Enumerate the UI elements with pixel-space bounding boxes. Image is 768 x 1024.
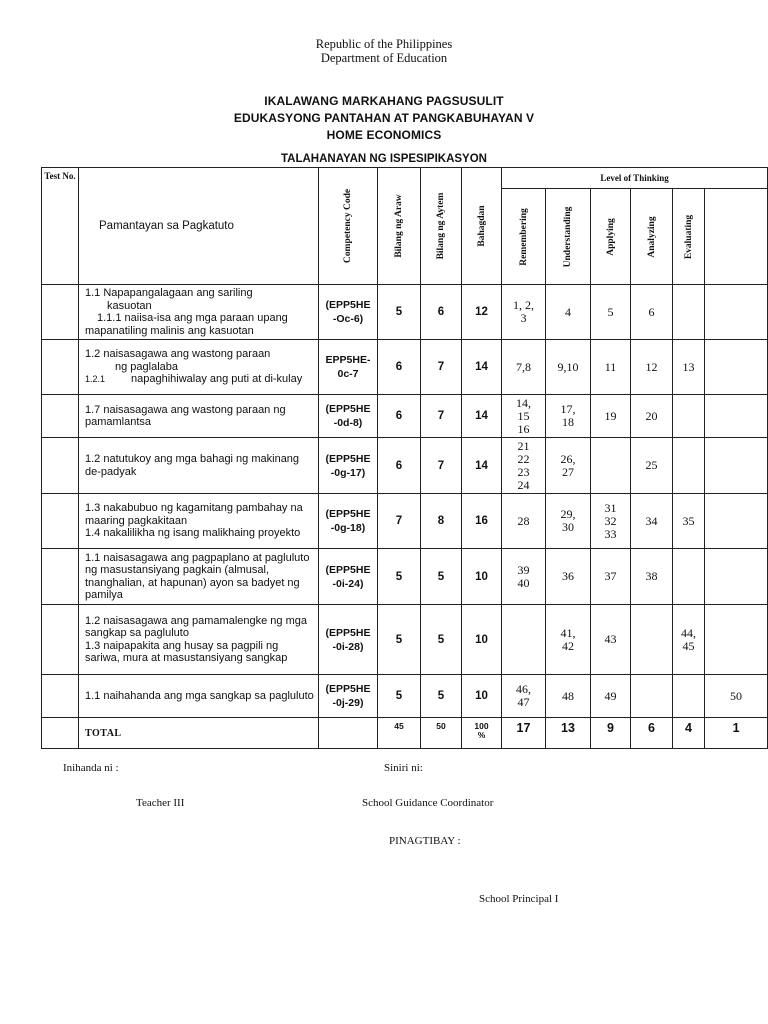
remembering-cell: 1, 2, 3 [502,285,546,340]
objective-cell: 1.2 natutukoy ang mga bahagi ng makinang de-padyak [79,438,319,494]
checked-by-label: Siniri ni: [384,762,423,774]
remembering-cell: 14, 15 16 [502,395,546,438]
percent-cell: 14 [462,438,502,494]
table-row [42,395,768,438]
understanding-cell: 41, 42 [546,605,591,675]
analyzing-header: Analyzing [631,189,673,285]
objective-cell: 1.1 naihahanda ang mga sangkap sa pagluluto [79,675,319,718]
understanding-cell: 9,10 [546,340,591,395]
days-cell: 5 [378,675,421,718]
table-title: TALAHANAYAN NG ISPESIPIKASYON [281,153,487,165]
creating-cell [705,340,768,395]
table-row [42,605,768,675]
objective-header: Pamantayan sa Pagkatuto [79,168,319,285]
objective-cell: 1.1 Napapangalagaan ang sariling kasuotan 1.1.1 naiisa-isa ang mga paraan upang mapanatiling malinis ang kasuotan [79,285,319,340]
applying-cell: 19 [591,395,631,438]
understanding-cell: 26, 27 [546,438,591,494]
remembering-header: Remembering [502,189,546,285]
applying-cell: 49 [591,675,631,718]
creating-header [705,189,768,285]
competency-code-cell: (EPP5HE -0i-24) [319,549,378,605]
analyzing-cell [631,675,673,718]
test-no-cell [42,675,79,718]
header-row-1 [42,168,768,189]
understanding-cell: 29, 30 [546,494,591,549]
percent-cell: 16 [462,494,502,549]
creating-cell [705,285,768,340]
percent-cell: 14 [462,395,502,438]
percent-header: Bahagdan [462,168,502,285]
subject-title: EDUKASYONG PANTAHAN AT PANGKABUHAYAN V [233,111,535,125]
analyzing-cell: 12 [631,340,673,395]
understanding-header: Understanding [546,189,591,285]
applying-cell: 37 [591,549,631,605]
creating-cell: 50 [705,675,768,718]
applying-cell: 5 [591,285,631,340]
objective-cell: 1.1 naisasagawa ang pagpaplano at pagluluto ng masustansiyang pagkain (almusal, tnanghalian, at hapunan) ayon sa badyet ng pamilya [79,549,319,605]
republic-line: Republic of the Philippines [315,37,453,51]
items-cell: 5 [421,605,462,675]
days-header: Bilang ng Araw [378,168,421,285]
creating-cell [705,549,768,605]
applying-cell: 31 32 33 [591,494,631,549]
days-cell: 5 [378,605,421,675]
objective-cell: 1.2 naisasagawa ang wastong paraan ng paglalaba 1.2.1 napaghihiwalay ang puti at di-kulay [79,340,319,395]
competency-code-cell: (EPP5HE -0d-8) [319,395,378,438]
applying-cell: 11 [591,340,631,395]
percent-cell: 10 [462,675,502,718]
items-cell: 7 [421,395,462,438]
items-cell: 5 [421,675,462,718]
table-row [42,494,768,549]
items-cell: 8 [421,494,462,549]
evaluating-cell [673,285,705,340]
percent-cell: 10 [462,549,502,605]
total-label: TOTAL [79,718,319,749]
competency-code-cell: (EPP5HE -Oc-6) [319,285,378,340]
analyzing-cell: 25 [631,438,673,494]
items-cell: 7 [421,438,462,494]
total-applying: 9 [591,718,631,749]
coordinator-title: School Guidance Coordinator [362,797,494,809]
table-row [42,675,768,718]
document-title [0,93,768,144]
evaluating-cell: 44, 45 [673,605,705,675]
competency-code-header: Competency Code [319,168,378,285]
teacher-title: Teacher III [136,797,185,809]
objective-cell: 1.2 naisasagawa ang pamamalengke ng mga sangkap sa pagluluto 1.3 naipapakita ang husay sa pagpili ng sariwa, mura at masustansiyang sangkap [79,605,319,675]
competency-code-cell: (EPP5HE -0i-28) [319,605,378,675]
table-row [42,549,768,605]
percent-cell: 10 [462,605,502,675]
total-remembering: 17 [502,718,546,749]
remembering-cell: 21 22 23 24 [502,438,546,494]
competency-code-cell: (EPP5HE -0g-17) [319,438,378,494]
table-row [42,340,768,395]
objective-cell: 1.3 nakabubuo ng kagamitang pambahay na maaring pagkakitaan 1.4 nakalilikha ng isang malikhaing proyekto [79,494,319,549]
items-cell: 7 [421,340,462,395]
test-no-cell [42,605,79,675]
test-no-cell [42,494,79,549]
evaluating-cell [673,438,705,494]
total-percent: 100 % [462,718,502,749]
test-no-cell [42,438,79,494]
understanding-cell: 17, 18 [546,395,591,438]
days-cell: 6 [378,395,421,438]
evaluating-cell [673,395,705,438]
document-header [0,37,768,65]
competency-code-cell [319,718,378,749]
remembering-cell: 39 40 [502,549,546,605]
creating-cell [705,494,768,549]
test-no-header: Test No. [42,168,79,285]
creating-cell [705,605,768,675]
items-header: Bilang ng Aytem [421,168,462,285]
analyzing-cell: 38 [631,549,673,605]
understanding-cell: 4 [546,285,591,340]
table-row [42,438,768,494]
days-cell: 7 [378,494,421,549]
remembering-cell: 46, 47 [502,675,546,718]
test-no-cell [42,395,79,438]
percent-cell: 12 [462,285,502,340]
test-no-cell [42,549,79,605]
objective-cell: 1.7 naisasagawa ang wastong paraan ng pamamlantsa [79,395,319,438]
days-cell: 5 [378,549,421,605]
principal-title: School Principal I [479,893,559,905]
applying-header: Applying [591,189,631,285]
evaluating-cell: 35 [673,494,705,549]
percent-cell: 14 [462,340,502,395]
remembering-cell [502,605,546,675]
competency-code-cell: (EPP5HE -0j-29) [319,675,378,718]
creating-cell [705,395,768,438]
total-analyzing: 6 [631,718,673,749]
prepared-by-label: Inihanda ni : [63,762,119,774]
evaluating-cell [673,549,705,605]
remembering-cell: 28 [502,494,546,549]
analyzing-cell [631,605,673,675]
evaluating-header: Evaluating [673,189,705,285]
total-creating: 1 [705,718,768,749]
specification-table [41,167,768,749]
days-cell: 6 [378,340,421,395]
applying-cell: 43 [591,605,631,675]
evaluating-cell: 13 [673,340,705,395]
level-of-thinking-header: Level of Thinking [502,168,768,189]
understanding-cell: 48 [546,675,591,718]
days-cell: 6 [378,438,421,494]
approved-label: PINAGTIBAY : [389,835,461,847]
evaluating-cell [673,675,705,718]
days-cell: 5 [378,285,421,340]
test-no-cell [42,718,79,749]
analyzing-cell: 34 [631,494,673,549]
total-row [42,718,768,749]
exam-title: IKALAWANG MARKAHANG PAGSUSULIT [264,94,504,108]
analyzing-cell: 6 [631,285,673,340]
remembering-cell: 7,8 [502,340,546,395]
test-no-cell [42,285,79,340]
items-cell: 6 [421,285,462,340]
total-evaluating: 4 [673,718,705,749]
total-items: 50 [421,718,462,749]
total-understanding: 13 [546,718,591,749]
analyzing-cell: 20 [631,395,673,438]
items-cell: 5 [421,549,462,605]
competency-code-cell: (EPP5HE -0g-18) [319,494,378,549]
subject-subtitle: HOME ECONOMICS [326,128,442,142]
total-days: 45 [378,718,421,749]
understanding-cell: 36 [546,549,591,605]
table-row [42,285,768,340]
applying-cell [591,438,631,494]
department-line: Department of Education [320,51,448,65]
competency-code-cell: EPP5HE- 0c-7 [319,340,378,395]
test-no-cell [42,340,79,395]
creating-cell [705,438,768,494]
